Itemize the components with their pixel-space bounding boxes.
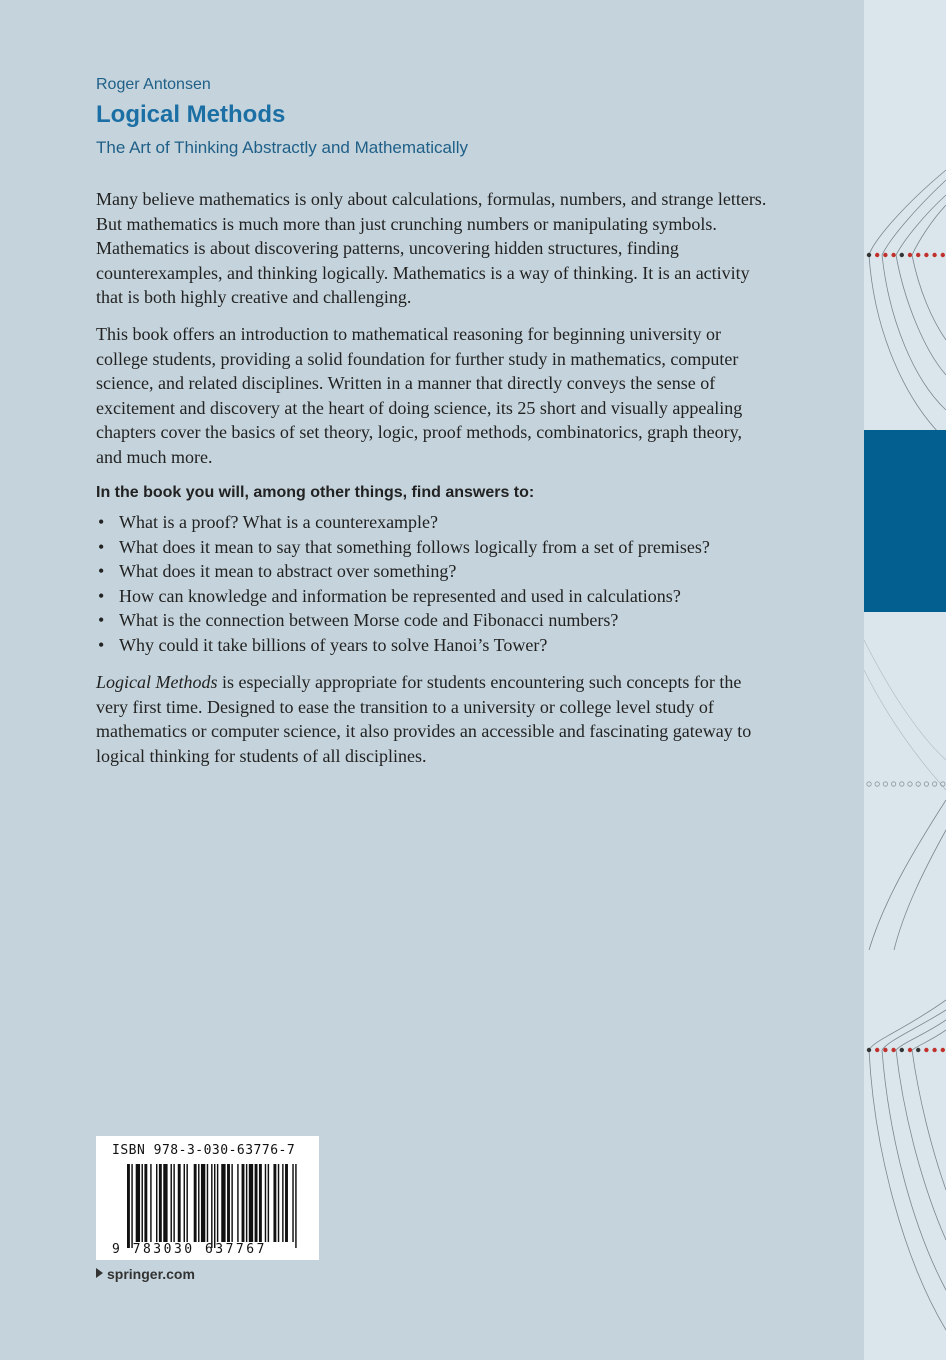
questions-list (96, 510, 776, 658)
barcode-bar (198, 1164, 199, 1242)
author-name: Roger Antonsen (96, 76, 211, 93)
list-item: • Why could it take billions of years to solve Hanoi’s Tower? (96, 633, 776, 658)
publisher-url: springer.com (107, 1266, 195, 1282)
spine-dot (908, 253, 912, 257)
spine-dot (941, 253, 945, 257)
spine-dot (916, 782, 920, 786)
barcode-bar (273, 1164, 276, 1242)
barcode-bar (221, 1164, 225, 1242)
spine-dot (908, 1048, 912, 1052)
barcode-bar (171, 1164, 172, 1242)
spine-dot (891, 782, 895, 786)
list-item: • What does it mean to say that something follows logically from a set of premises? (96, 535, 776, 560)
spine-dot (867, 1048, 871, 1052)
spine-dot (924, 782, 928, 786)
book-subtitle: The Art of Thinking Abstractly and Mathematically (96, 138, 468, 157)
book-title-italic: Logical Methods (96, 672, 218, 692)
spine-dot (900, 253, 904, 257)
spine-dot (941, 1048, 945, 1052)
spine-dot (883, 253, 887, 257)
barcode-bar (255, 1164, 258, 1242)
barcode-bar (184, 1164, 185, 1242)
paragraph-3-text: is especially appropriate for students encountering such concepts for the very first time. Designed to ease the transition to a university or college level study of mathematics or computer science, it also provides an accessible and fascinating gateway to logical thinking for students of all disciplines. (96, 672, 752, 766)
barcode-bar (285, 1164, 288, 1242)
barcode-bar (227, 1164, 230, 1242)
spine-dot (916, 253, 920, 257)
spine-dot (932, 253, 936, 257)
spine-dot (875, 782, 879, 786)
barcode-bar (136, 1164, 140, 1242)
barcode-bar (144, 1164, 147, 1242)
barcode-bar (292, 1164, 293, 1242)
spine-dot (900, 782, 904, 786)
list-item: • What is a proof? What is a counterexample? (96, 510, 776, 535)
barcode-bar (268, 1164, 269, 1242)
spine-color-band (864, 430, 946, 612)
list-item: • What does it mean to abstract over something? (96, 559, 776, 584)
spine-dot (908, 782, 912, 786)
spine-dot (875, 253, 879, 257)
spine-dot (891, 1048, 895, 1052)
isbn-label: ISBN 978-3-030-63776-7 (112, 1143, 296, 1158)
spine-dot (932, 782, 936, 786)
barcode-bar (156, 1164, 157, 1242)
spine-dot (932, 1048, 936, 1052)
barcode-bar (159, 1164, 162, 1242)
barcode-bar (173, 1164, 174, 1242)
barcode-bar (194, 1164, 197, 1242)
barcode-digits: 9 783030 637767 (112, 1242, 267, 1257)
spine-dot (867, 253, 871, 257)
barcode-bar (278, 1164, 279, 1242)
spine-dot (916, 1048, 920, 1052)
questions-heading: In the book you will, among other things, find answers to: (96, 484, 535, 501)
barcode-bar (127, 1164, 130, 1248)
spine-dot (941, 782, 945, 786)
barcode-bar (246, 1164, 247, 1242)
barcode-bar (282, 1164, 283, 1242)
description-paragraph-3 (96, 670, 768, 768)
arrow-right-icon (96, 1268, 103, 1278)
barcode-bar (178, 1164, 181, 1242)
barcode-bars (96, 1136, 319, 1260)
isbn-barcode (96, 1136, 319, 1260)
book-title: Logical Methods (96, 101, 286, 128)
barcode-bar (217, 1164, 218, 1242)
spine-dot (924, 253, 928, 257)
barcode-bar (237, 1164, 238, 1242)
spine-dot (891, 253, 895, 257)
description-paragraph-2: This book offers an introduction to mathematical reasoning for beginning university or college students, providing a solid foundation for further study in mathematics, computer science, and related disciplines. Written in a manner that directly conveys the sense of excitement and discovery at the heart of doing science, its 25 short and visually appealing chapters cover the basics of set theory, logic, proof methods, combinatorics, graph theory, and much more. (96, 324, 743, 467)
spine-curves-decoration (864, 0, 946, 1360)
barcode-bar (295, 1164, 296, 1248)
publisher-link[interactable] (96, 1266, 195, 1282)
spine-dot (883, 1048, 887, 1052)
barcode-bar (265, 1164, 266, 1242)
barcode-bar (231, 1164, 232, 1242)
spine-edge (864, 0, 946, 1360)
spine-dot (900, 1048, 904, 1052)
barcode-bar (207, 1164, 208, 1242)
barcode-bar (201, 1164, 205, 1242)
spine-dot (883, 782, 887, 786)
barcode-bar (186, 1164, 187, 1242)
barcode-bar (242, 1164, 245, 1242)
spine-dot (924, 1048, 928, 1052)
spine-dot (867, 782, 871, 786)
barcode-bar (150, 1164, 151, 1242)
barcode-bar (259, 1164, 262, 1242)
barcode-bar (211, 1164, 212, 1248)
description-paragraph-1: Many believe mathematics is only about calculations, formulas, numbers, and strange letters. But mathematics is much more than just crunching numbers or manipulating symbols. Mathematics is about discovering patterns, uncovering hidden structures, finding counterexamples, and thinking logically. Mathematics is a way of thinking. It is an activity that is both highly creative and challenging. (96, 189, 767, 308)
spine-dot (875, 1048, 879, 1052)
barcode-bar (249, 1164, 253, 1242)
barcode-bar (142, 1164, 143, 1242)
barcode-bar (163, 1164, 167, 1242)
list-item: • What is the connection between Morse code and Fibonacci numbers? (96, 608, 776, 633)
barcode-bar (214, 1164, 215, 1248)
list-item: • How can knowledge and information be represented and used in calculations? (96, 584, 776, 609)
barcode-bar (131, 1164, 132, 1248)
